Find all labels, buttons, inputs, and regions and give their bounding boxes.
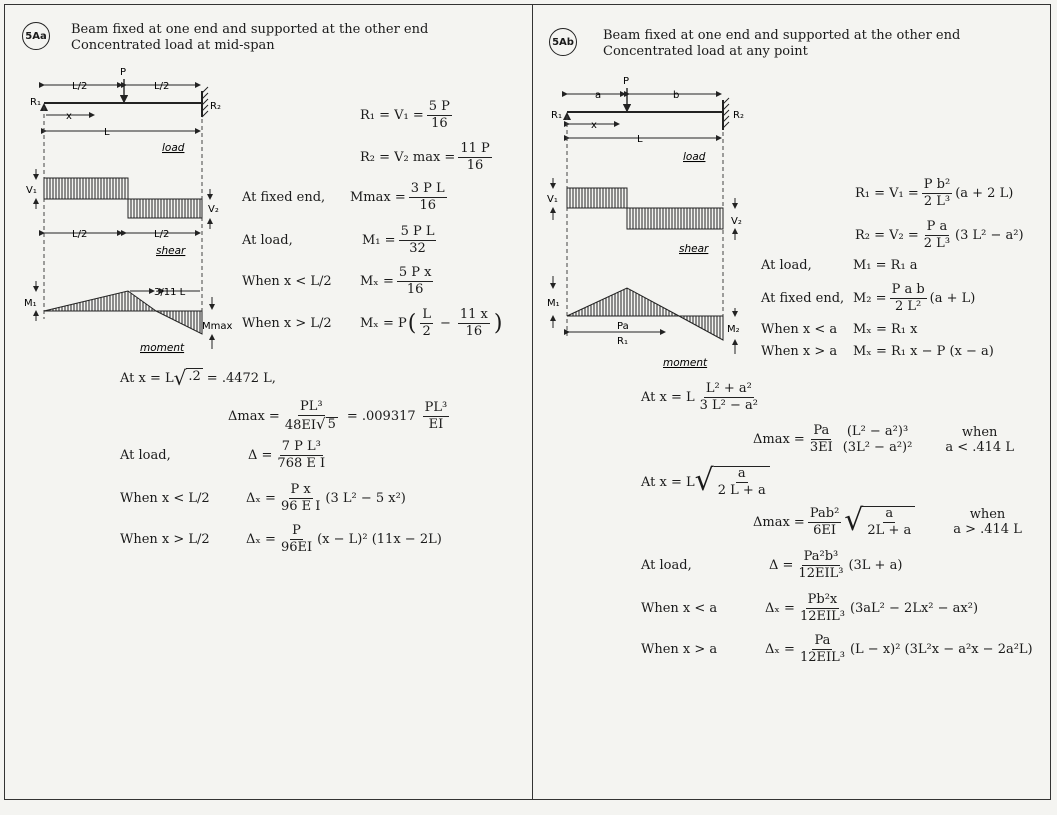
eq-dmax2-num: Pab² bbox=[809, 505, 840, 521]
label-shear: shear bbox=[679, 243, 709, 255]
eq-gt-f2-num: 11 x bbox=[459, 307, 488, 322]
eq-dmax-den bbox=[283, 416, 340, 433]
eq-fixed-frac bbox=[409, 182, 447, 213]
eq-lt-label: When x < L/2 bbox=[242, 274, 332, 289]
eq-fixed-frac bbox=[890, 283, 927, 314]
panel-5ab bbox=[533, 4, 1051, 800]
eq-fixed-label: At fixed end, bbox=[761, 291, 845, 306]
eq-dgt-label: When x > L/2 bbox=[120, 532, 210, 547]
eq-dlt-rhs: (3 L² − 5 x²) bbox=[325, 491, 406, 506]
eq-gt-lhs: Mₓ = P bbox=[360, 316, 407, 331]
label-p: P bbox=[120, 67, 127, 78]
label-half-2: L/2 bbox=[154, 81, 170, 92]
eq-dmax-num: PL³ bbox=[300, 399, 323, 414]
eq-dmax-eq: = .009317 bbox=[346, 409, 416, 424]
eq-r1-lhs: R₁ = V₁ = bbox=[855, 186, 919, 201]
eq-r2-den: 2 L³ bbox=[923, 236, 951, 251]
eq-fixed-lhs: Mmax = bbox=[350, 190, 406, 205]
eq-dlt-label: When x < a bbox=[641, 601, 718, 616]
eq-dlt-frac bbox=[798, 593, 847, 624]
eq-lt-lhs: Mₓ = bbox=[360, 274, 394, 289]
eq-r2-lhs: R₂ = V₂ max = bbox=[360, 150, 456, 165]
eq-d-x-gt bbox=[641, 634, 1033, 665]
sqrt-5 bbox=[316, 417, 338, 432]
when-cond-2 bbox=[953, 507, 1022, 537]
eq-load-den: 32 bbox=[409, 241, 426, 256]
eq-r2-frac bbox=[458, 142, 491, 173]
eq-r2-frac bbox=[922, 220, 952, 251]
label-m1: M₁ bbox=[547, 298, 560, 309]
label-r1: R₁ bbox=[30, 97, 41, 108]
eq-dlt-den: 96 E I bbox=[280, 499, 321, 514]
eq-fixed-lhs: M₂ = bbox=[853, 291, 887, 306]
radical-icon: √ bbox=[173, 366, 187, 390]
shear-block-positive bbox=[44, 178, 128, 199]
label-m2: M₂ bbox=[727, 324, 740, 335]
eq-x-lt bbox=[242, 266, 436, 297]
eq-dmax1-num2: (L² − a²)³ bbox=[846, 423, 909, 439]
eq-dmax-den-rad: 5 bbox=[327, 417, 336, 432]
eq-dlt-label: When x < L/2 bbox=[120, 491, 210, 506]
label-moment: moment bbox=[663, 357, 708, 368]
label-load: load bbox=[683, 151, 706, 163]
eq-r1-num: 5 P bbox=[428, 99, 450, 114]
eq-r2 bbox=[360, 142, 495, 173]
eq-gt-f1-den: 2 bbox=[422, 324, 431, 339]
eq-load-num: 5 P L bbox=[400, 224, 435, 239]
eq-fixed-rhs: (a + L) bbox=[929, 291, 976, 306]
eq-dmax2-rfrac bbox=[863, 506, 915, 538]
case-title bbox=[603, 28, 960, 60]
eq-lt-num: 5 P x bbox=[398, 265, 432, 280]
label-shear-half-2: L/2 bbox=[154, 229, 170, 240]
eq-dmax2-frac bbox=[808, 507, 841, 538]
label-r2: R₂ bbox=[733, 110, 744, 121]
label-mmax: Mmax bbox=[202, 321, 233, 332]
eq-dgt-lhs: Δₓ = bbox=[765, 642, 795, 657]
label-x: x bbox=[66, 111, 72, 122]
shear-block-negative bbox=[627, 208, 723, 229]
label-x: x bbox=[591, 120, 597, 131]
eq-at-x bbox=[120, 368, 280, 388]
eq-r1-lhs: R₁ = V₁ = bbox=[360, 108, 424, 123]
eq-gt-label: When x > L/2 bbox=[242, 316, 332, 331]
eq-fixed-num: P a b bbox=[891, 282, 925, 297]
panel-5aa bbox=[4, 4, 532, 800]
eq-d-x-lt bbox=[641, 593, 978, 624]
label-a: a bbox=[595, 90, 602, 101]
eq-at-x-1 bbox=[641, 382, 763, 413]
eq-dload-frac bbox=[796, 550, 845, 581]
eq-d-load bbox=[120, 440, 330, 471]
moment-area-negative bbox=[156, 311, 202, 334]
eq-dgt-den: 96EI bbox=[280, 540, 313, 555]
eq-dload-lhs: Δ = bbox=[769, 558, 794, 573]
eq-dgt-rhs: (L − x)² (3L²x − a²x − 2a²L) bbox=[849, 642, 1033, 657]
eq-dgt-lhs: Δₓ = bbox=[246, 532, 276, 547]
eq-at-load bbox=[761, 258, 918, 273]
eq-atx2-label: At x = L bbox=[641, 474, 695, 490]
eq-atx1-den: 3 L² − a² bbox=[699, 398, 759, 413]
label-pa-num: Pa bbox=[617, 321, 629, 332]
label-v1: V₁ bbox=[547, 194, 558, 205]
paren-close: ) bbox=[493, 311, 503, 336]
eq-r2-num: 11 P bbox=[460, 141, 490, 156]
label-r2: R₂ bbox=[210, 101, 221, 112]
moment-area-positive bbox=[567, 288, 679, 316]
shear-block-positive bbox=[567, 188, 627, 208]
eq-r1-rhs: (a + 2 L) bbox=[955, 186, 1014, 201]
eq-dmax2-lhs: Δmax = bbox=[753, 514, 805, 530]
eq-gt-minus: − bbox=[439, 316, 451, 331]
label-v2: V₂ bbox=[208, 204, 219, 215]
eq-at-load bbox=[242, 225, 439, 256]
eq-fixed-end bbox=[242, 182, 450, 213]
eq-x-lt bbox=[761, 322, 917, 337]
eq-dload-label: At load, bbox=[120, 448, 171, 463]
beam-diagram bbox=[533, 68, 763, 368]
label-load: load bbox=[162, 142, 185, 154]
eq-dload-frac bbox=[275, 440, 327, 471]
eq-dmax2-num: PL³ bbox=[424, 400, 448, 415]
moment-area-positive bbox=[44, 291, 156, 311]
label-pa-den: R₁ bbox=[617, 336, 628, 347]
title-line-1: Beam fixed at one end and supported at the other end bbox=[603, 28, 961, 43]
eq-r1-den: 16 bbox=[431, 116, 448, 131]
eq-gt-frac1 bbox=[420, 308, 433, 339]
eq-atx-label: At x = L bbox=[120, 370, 174, 386]
eq-dmax1-num: Pa bbox=[813, 423, 830, 438]
eq-gt-f1-num: L bbox=[422, 307, 431, 322]
eq-dgt-frac bbox=[279, 524, 314, 555]
eq-load-lhs: M₁ = bbox=[362, 233, 396, 248]
label-p: P bbox=[623, 76, 630, 87]
label-shear-half-1: L/2 bbox=[72, 229, 88, 240]
eq-dload-num: 7 P L³ bbox=[281, 439, 321, 454]
label-shear: shear bbox=[156, 245, 186, 257]
eq-dload-lhs: Δ = bbox=[248, 448, 273, 463]
case-badge: 5Ab bbox=[549, 28, 577, 56]
eq-r2-den: 16 bbox=[466, 158, 484, 173]
eq-d-load bbox=[641, 550, 902, 581]
eq-lt-frac bbox=[397, 266, 434, 297]
eq-r1-num: P b² bbox=[923, 177, 951, 192]
eq-load-rhs: M₁ = R₁ a bbox=[853, 258, 918, 273]
eq-dgt-num: P bbox=[292, 523, 301, 538]
eq-fixed-num: 3 P L bbox=[410, 181, 445, 196]
label-frac: 3/11 L bbox=[154, 287, 186, 298]
eq-r1-frac bbox=[922, 178, 952, 209]
eq-xgt-rhs: Mₓ = R₁ x − P (x − a) bbox=[853, 344, 994, 359]
when1: when bbox=[961, 424, 998, 440]
eq-dmax-1 bbox=[753, 424, 1014, 455]
eq-xlt-label: When x < a bbox=[761, 322, 838, 337]
eq-fixed-label: At fixed end, bbox=[242, 190, 326, 205]
title-line-2: Concentrated load at mid-span bbox=[71, 38, 275, 53]
eq-dlt-rhs: (3aL² − 2Lx² − ax²) bbox=[849, 601, 979, 616]
eq-d-x-lt bbox=[120, 483, 406, 514]
eq-dmax2-rnum: a bbox=[885, 506, 894, 521]
eq-load-frac bbox=[399, 225, 437, 256]
eq-atx2-frac bbox=[714, 466, 770, 498]
eq-fixed-end bbox=[761, 283, 975, 314]
eq-r1-den: 2 L³ bbox=[923, 194, 951, 209]
eq-dgt-rhs: (x − L)² (11x − 2L) bbox=[317, 532, 442, 547]
eq-dload-den: 12EIL³ bbox=[798, 566, 844, 581]
eq-atx2-num: a bbox=[737, 466, 746, 481]
label-moment: moment bbox=[140, 342, 185, 354]
label-v1: V₁ bbox=[26, 185, 37, 196]
label-b: b bbox=[673, 90, 680, 101]
eq-dmax-2 bbox=[753, 503, 1022, 538]
eq-load-label: At load, bbox=[761, 258, 812, 273]
eq-dload-num: Pa²b³ bbox=[803, 549, 839, 564]
paren-open: ( bbox=[407, 311, 417, 336]
eq-atx1-label: At x = L bbox=[641, 390, 695, 405]
eq-dmax1-lhs: Δmax = bbox=[753, 432, 805, 447]
eq-dgt-frac bbox=[798, 634, 847, 665]
when2: when bbox=[969, 507, 1006, 522]
eq-dmax2-rden: 2L + a bbox=[867, 523, 912, 538]
eq-dmax1-den: 3EI bbox=[809, 440, 833, 455]
radical-icon: √ bbox=[694, 463, 714, 498]
eq-lt-den: 16 bbox=[406, 282, 424, 297]
label-l: L bbox=[637, 134, 643, 145]
eq-dload-den: 768 E I bbox=[277, 456, 326, 471]
case-badge: 5Aa bbox=[22, 22, 50, 50]
eq-dgt-den: 12EIL³ bbox=[799, 650, 845, 665]
eq-xgt-label: When x > a bbox=[761, 344, 838, 359]
eq-atx-rad: .2 bbox=[188, 369, 201, 384]
eq-fixed-den: 16 bbox=[419, 198, 436, 213]
when2-cond: a > .414 L bbox=[953, 522, 1022, 537]
eq-dload-rhs: (3L + a) bbox=[848, 558, 903, 573]
eq-dgt-num: Pa bbox=[814, 633, 831, 648]
eq-dmax2-frac bbox=[423, 401, 450, 432]
eq-load-label: At load, bbox=[242, 233, 293, 248]
title-line-1: Beam fixed at one end and supported at the other end bbox=[71, 22, 429, 37]
eq-r2 bbox=[855, 220, 1024, 251]
eq-dgt-label: When x > a bbox=[641, 642, 718, 657]
eq-dlt-lhs: Δₓ = bbox=[765, 601, 795, 616]
eq-x-gt bbox=[242, 308, 503, 339]
radical-icon: √ bbox=[844, 503, 864, 538]
beam-diagram bbox=[4, 59, 234, 359]
case-title bbox=[71, 22, 428, 54]
moment-area-negative bbox=[679, 316, 723, 340]
sqrt-expr-2 bbox=[844, 503, 915, 538]
eq-atx1-frac bbox=[698, 382, 760, 413]
eq-dmax2-den: 6EI bbox=[813, 522, 836, 538]
eq-at-x-2 bbox=[641, 463, 770, 498]
eq-xlt-rhs: Mₓ = R₁ x bbox=[853, 322, 918, 337]
label-m1: M₁ bbox=[24, 298, 37, 309]
eq-x-gt bbox=[761, 344, 994, 359]
label-half-1: L/2 bbox=[72, 81, 88, 92]
eq-r1 bbox=[360, 100, 455, 131]
radical-icon: √ bbox=[316, 415, 326, 433]
shear-block-negative bbox=[128, 199, 202, 218]
eq-dmax2-den: EI bbox=[428, 417, 444, 432]
eq-dmax1-frac2 bbox=[841, 425, 915, 455]
eq-dlt-num: Pb²x bbox=[807, 592, 838, 607]
eq-r2-rhs: (3 L² − a²) bbox=[955, 228, 1024, 243]
eq-dmax-den-text: 48EI bbox=[284, 418, 316, 433]
eq-dmax-frac bbox=[283, 400, 340, 433]
eq-dlt-den: 12EIL³ bbox=[799, 609, 845, 624]
sqrt-point2 bbox=[174, 368, 203, 388]
eq-gt-frac2 bbox=[458, 308, 490, 339]
eq-dlt-frac bbox=[279, 483, 322, 514]
eq-dmax1-frac bbox=[808, 424, 835, 455]
eq-atx2-den: 2 L + a bbox=[717, 483, 766, 498]
title-line-2: Concentrated load at any point bbox=[603, 44, 808, 59]
eq-fixed-den: 2 L² bbox=[894, 299, 922, 314]
when-cond-1 bbox=[945, 425, 1014, 455]
label-l: L bbox=[104, 127, 110, 138]
sqrt-expr bbox=[694, 463, 770, 498]
eq-dlt-lhs: Δₓ = bbox=[246, 491, 276, 506]
eq-dmax-lhs: Δmax = bbox=[228, 409, 280, 424]
when1-cond: a < .414 L bbox=[945, 439, 1014, 455]
eq-r2-num: P a bbox=[926, 219, 948, 234]
eq-dmax1-den2: (3L² − a²)² bbox=[842, 439, 913, 455]
eq-gt-f2-den: 16 bbox=[465, 324, 483, 339]
eq-d-x-gt bbox=[120, 524, 442, 555]
eq-dmax bbox=[228, 400, 452, 433]
label-r1: R₁ bbox=[551, 110, 562, 121]
label-v2: V₂ bbox=[731, 216, 742, 227]
eq-r1-frac bbox=[427, 100, 452, 131]
eq-atx-rhs: = .4472 L, bbox=[206, 370, 276, 386]
eq-r2-lhs: R₂ = V₂ = bbox=[855, 228, 919, 243]
eq-r1 bbox=[855, 178, 1013, 209]
eq-dlt-num: P x bbox=[290, 482, 311, 497]
eq-atx1-num: L² + a² bbox=[705, 381, 752, 396]
eq-dload-label: At load, bbox=[641, 558, 692, 573]
